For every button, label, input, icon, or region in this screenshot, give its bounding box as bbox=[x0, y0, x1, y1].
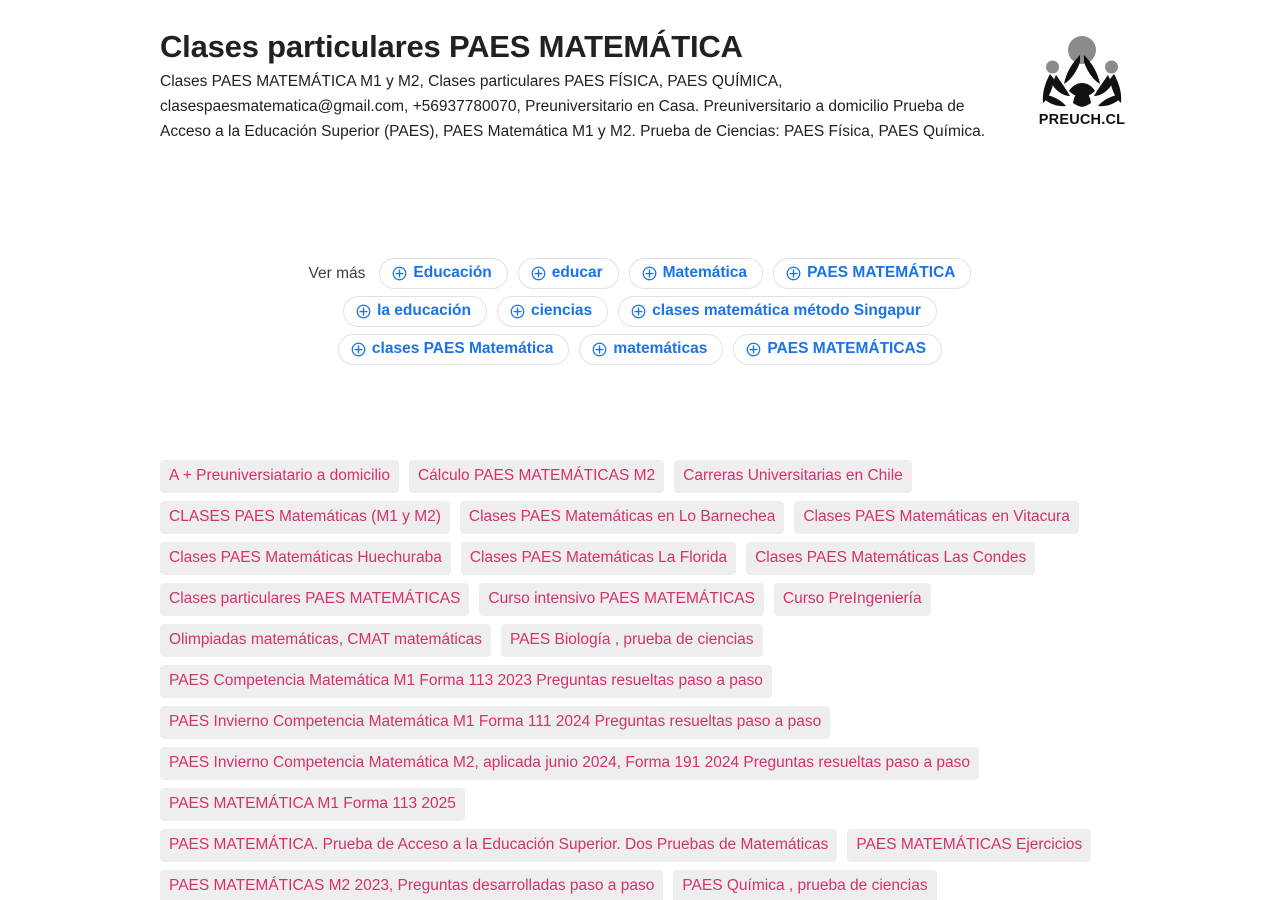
related-search-chip[interactable] bbox=[629, 258, 763, 289]
related-chip-row bbox=[338, 334, 942, 365]
tag-row bbox=[160, 624, 1120, 657]
tag-item[interactable]: PAES MATEMÁTICA M1 Forma 113 2025 bbox=[160, 788, 465, 821]
header-text-block bbox=[160, 28, 1014, 144]
related-search-chip-label: PAES MATEMÁTICAS bbox=[767, 340, 927, 357]
tag-item[interactable]: Clases PAES Matemáticas en Lo Barnechea bbox=[460, 501, 784, 534]
tag-item[interactable]: PAES MATEMÁTICAS M2 2023, Preguntas desarrolladas paso a paso bbox=[160, 870, 663, 900]
page-title: Clases particulares PAES MATEMÁTICA bbox=[160, 29, 743, 64]
related-search-chip[interactable] bbox=[497, 296, 608, 327]
tag-item[interactable]: Clases particulares PAES MATEMÁTICAS bbox=[160, 583, 469, 616]
page-description: Clases PAES MATEMÁTICA M1 y M2, Clases particulares PAES FÍSICA, PAES QUÍMICA, clasespaesmatematica@gmail.com, +56937780070, Preuniversitario en Casa. Preuniversitario a domicilio Prueba de Acceso a la Educación Superior (PAES), PAES Matemática M1 y M2. Prueba de Ciencias: PAES Física, PAES Química. bbox=[160, 73, 985, 140]
tag-item[interactable]: A + Preuniversiatario a domicilio bbox=[160, 460, 399, 493]
tag-row bbox=[160, 829, 1120, 862]
plus-circle-icon bbox=[351, 342, 366, 357]
plus-circle-icon bbox=[786, 266, 801, 281]
related-search-chip[interactable] bbox=[579, 334, 723, 365]
tag-item[interactable]: Carreras Universitarias en Chile bbox=[674, 460, 912, 493]
related-search-chip-label: ciencias bbox=[530, 302, 593, 319]
tag-item[interactable]: Clases PAES Matemáticas Las Condes bbox=[746, 542, 1035, 575]
plus-circle-icon bbox=[642, 266, 657, 281]
related-searches-section bbox=[0, 258, 1280, 365]
tag-item[interactable]: PAES Competencia Matemática M1 Forma 113 2023 Preguntas resueltas paso a paso bbox=[160, 665, 772, 698]
tag-cloud-section bbox=[160, 460, 1120, 900]
plus-circle-icon bbox=[631, 304, 646, 319]
plus-circle-icon bbox=[531, 266, 546, 281]
plus-circle-icon bbox=[592, 342, 607, 357]
related-search-chip-label: Educación bbox=[413, 264, 492, 281]
related-search-chip-label: PAES MATEMÁTICA bbox=[807, 264, 956, 281]
tag-item[interactable]: CLASES PAES Matemáticas (M1 y M2) bbox=[160, 501, 450, 534]
tag-item[interactable]: Clases PAES Matemáticas en Vitacura bbox=[794, 501, 1079, 534]
related-chip-row bbox=[309, 258, 972, 289]
related-search-chip-label: matemáticas bbox=[613, 340, 708, 357]
tag-row bbox=[160, 706, 1120, 739]
tag-item[interactable]: PAES Biología , prueba de ciencias bbox=[501, 624, 763, 657]
related-search-chip-label: clases PAES Matemática bbox=[371, 340, 554, 357]
tag-row bbox=[160, 460, 1120, 493]
related-chip-rows bbox=[0, 258, 1280, 365]
tag-row bbox=[160, 870, 1120, 900]
tag-rows bbox=[160, 460, 1120, 900]
related-search-chip[interactable] bbox=[379, 258, 507, 289]
site-header bbox=[160, 28, 1130, 144]
tag-item[interactable]: Clases PAES Matemáticas La Florida bbox=[461, 542, 736, 575]
tag-item[interactable]: Curso intensivo PAES MATEMÁTICAS bbox=[479, 583, 763, 616]
related-search-chip[interactable] bbox=[518, 258, 619, 289]
tag-item[interactable]: PAES Invierno Competencia Matemática M1 Forma 111 2024 Preguntas resueltas paso a paso bbox=[160, 706, 830, 739]
related-search-chip-label: Matemática bbox=[662, 264, 748, 281]
tag-item[interactable]: PAES Química , prueba de ciencias bbox=[673, 870, 936, 900]
related-search-chip-label: la educación bbox=[377, 302, 471, 319]
preuch-figures-logo-icon bbox=[1034, 33, 1130, 111]
related-chip-row bbox=[343, 296, 937, 327]
plus-circle-icon bbox=[392, 266, 407, 281]
related-search-chip[interactable] bbox=[338, 334, 570, 365]
tag-item[interactable]: Olimpiadas matemáticas, CMAT matemáticas bbox=[160, 624, 491, 657]
tag-item[interactable]: Clases PAES Matemáticas Huechuraba bbox=[160, 542, 451, 575]
related-search-chip[interactable] bbox=[773, 258, 971, 289]
tag-item[interactable]: PAES Invierno Competencia Matemática M2, aplicada junio 2024, Forma 191 2024 Preguntas resueltas paso a paso bbox=[160, 747, 979, 780]
related-search-chip[interactable] bbox=[733, 334, 942, 365]
tag-row bbox=[160, 665, 1120, 698]
related-search-chip-label: clases matemática método Singapur bbox=[652, 302, 921, 319]
plus-circle-icon bbox=[356, 304, 371, 319]
tag-item[interactable]: PAES MATEMÁTICA. Prueba de Acceso a la Educación Superior. Dos Pruebas de Matemáticas bbox=[160, 829, 837, 862]
plus-circle-icon bbox=[746, 342, 761, 357]
related-search-chip[interactable] bbox=[618, 296, 937, 327]
tag-row bbox=[160, 542, 1120, 575]
tag-item[interactable]: Cálculo PAES MATEMÁTICAS M2 bbox=[409, 460, 664, 493]
plus-circle-icon bbox=[510, 304, 525, 319]
logo-wordmark: PREUCH.CL bbox=[1038, 112, 1126, 128]
ver-mas-label: Ver más bbox=[308, 264, 366, 282]
related-search-chip[interactable] bbox=[343, 296, 487, 327]
tag-row bbox=[160, 583, 1120, 616]
tag-row bbox=[160, 788, 1120, 821]
tag-item[interactable]: Curso PreIngeniería bbox=[774, 583, 931, 616]
tag-item[interactable]: PAES MATEMÁTICAS Ejercicios bbox=[847, 829, 1091, 862]
site-logo bbox=[1034, 33, 1130, 128]
tag-row bbox=[160, 501, 1120, 534]
tag-row bbox=[160, 747, 1120, 780]
related-search-chip-label: educar bbox=[551, 264, 603, 281]
